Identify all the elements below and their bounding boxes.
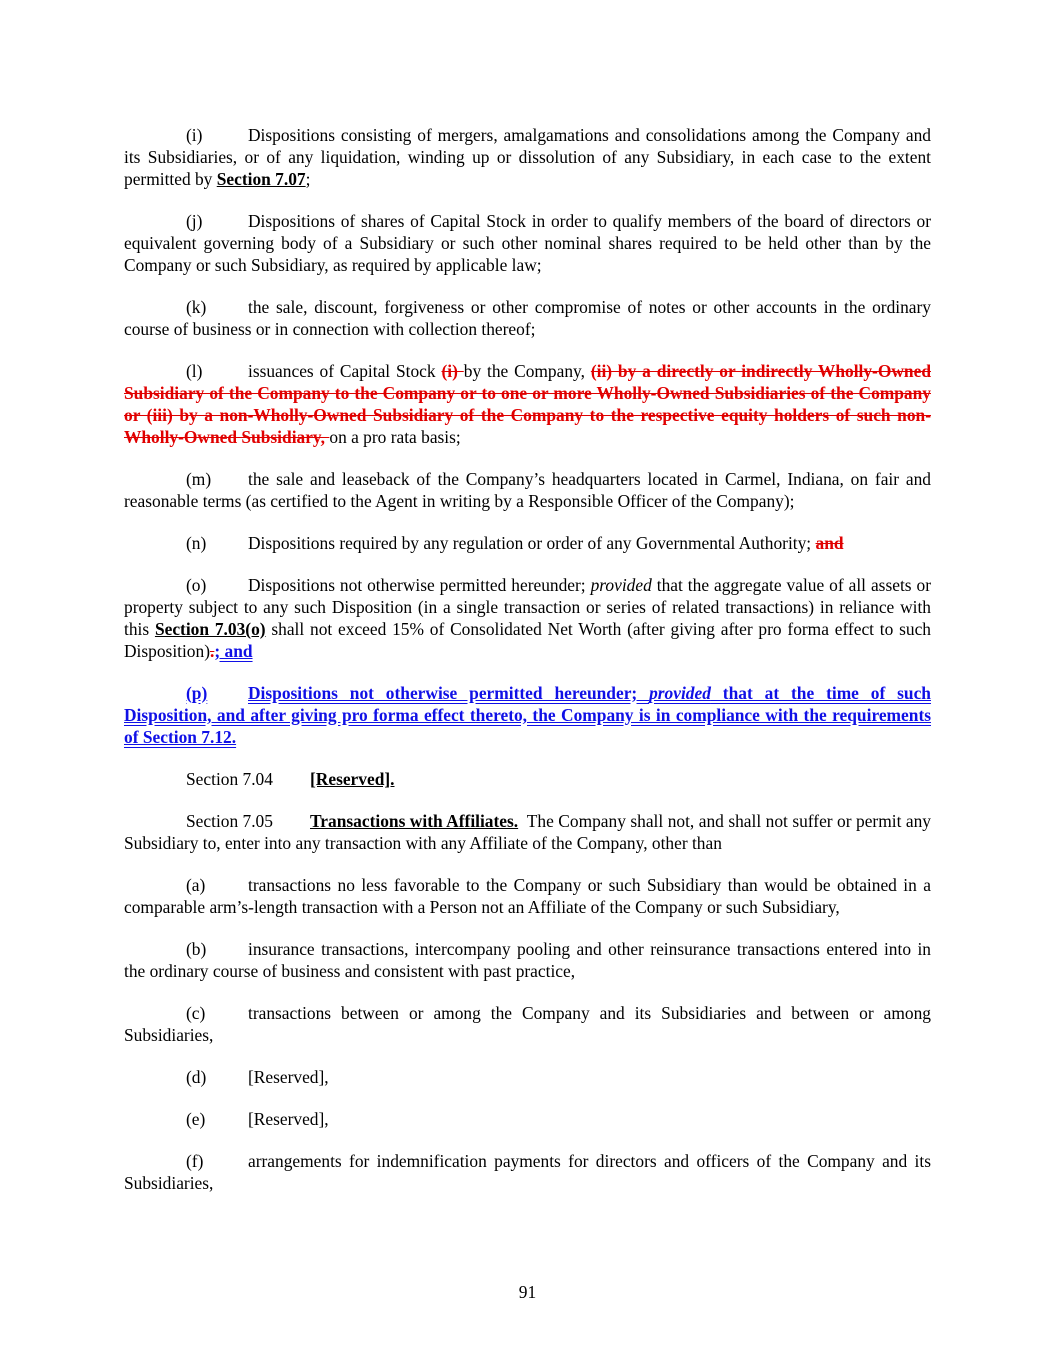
paragraph-label: (c) [186,1003,206,1023]
paragraph-text: Dispositions consisting of mergers, amalgamations and consolidations among the Company and its Subsidiaries, or of any liquidation, winding up or dissolution of any Subsidiary, in each case to the extent permitted by [124,125,931,189]
paragraph-f [124,1150,931,1194]
deleted-text: (ii) by a directly or indirectly Wholly-Owned Subsidiary of the Company to the Company or to one or more Wholly-Owned Subsidiaries of the Company or (iii) by a non-Wholly-Owned Subsidiary of the Company to the respective equity holders of such non-Wholly-Owned Subsidiary, [124,361,931,447]
paragraph-label: (d) [186,1067,207,1087]
paragraph-text: [Reserved], [248,1067,329,1087]
paragraph-label: (n) [186,533,207,553]
paragraph-text: issuances of Capital Stock [248,361,442,381]
paragraph-text: the sale, discount, forgiveness or other compromise of notes or other accounts in the ordinary course of business or in connection with collection thereof; [124,297,931,339]
paragraph-d [124,1066,931,1088]
inserted-text: ; and [214,641,253,661]
paragraph-m [124,468,931,512]
paragraph-label: (p) [186,683,208,703]
paragraph-text: insurance transactions, intercompany pooling and other reinsurance transactions entered into in the ordinary course of business and consistent with past practice, [124,939,931,981]
section-number: Section 7.04 [186,769,273,789]
deleted-text: (i) [441,361,464,381]
deleted-text: . [210,641,215,661]
paragraph-n [124,532,931,554]
paragraph-i [124,124,931,190]
section-7-04 [124,768,931,790]
emphasis-provided: provided [649,683,711,703]
section-heading: [Reserved]. [310,769,395,789]
paragraph-label: (e) [186,1109,206,1129]
paragraph-text: by the Company, [463,361,591,381]
paragraph-label: (l) [186,361,203,381]
paragraph-text: arrangements for indemnification payments for directors and officers of the Company and its Subsidiaries, [124,1151,931,1193]
page-number: 91 [518,1282,537,1302]
section-7-05 [124,810,936,854]
paragraph-text: shall not exceed 15% of Consolidated Net Worth (after giving after pro forma effect to such Disposition) [124,619,931,661]
paragraph-text: Dispositions not otherwise permitted hereunder; [248,575,591,595]
deleted-text: and [815,533,844,553]
paragraph-label: (a) [186,875,206,895]
emphasis-provided: provided [590,575,652,595]
paragraph-j [124,210,931,276]
paragraph-text: Dispositions required by any regulation or order of any Governmental Authority; [248,533,816,553]
section-reference: Section 7.07 [216,169,306,189]
paragraph-label: (o) [186,575,207,595]
inserted-text: that at the time of such Disposition, and after giving pro forma effect thereto, the Company is in compliance with the requirements of Section 7.12. [124,683,931,747]
section-reference: Section 7.03(o) [154,619,266,639]
paragraph-k [124,296,931,340]
paragraph-text: that the aggregate value of all assets or property subject to any such Disposition (in a single transaction or series of related transactions) in reliance with this [124,575,931,639]
paragraph-c [124,1002,931,1046]
paragraph-label: (k) [186,297,207,317]
paragraph-text: transactions no less favorable to the Company or such Subsidiary than would be obtained in a comparable arm’s-length transaction with a Person not an Affiliate of the Company or such Subsidiary, [124,875,931,917]
paragraph-a [124,874,931,918]
paragraph-label: (j) [186,211,203,231]
paragraph-text: the sale and leaseback of the Company’s headquarters located in Carmel, Indiana, on fair and reasonable terms (as certified to the Agent in writing by a Responsible Officer of the Company); [124,469,931,511]
document-body [124,124,936,1194]
inserted-text: Dispositions not otherwise permitted hereunder; [248,683,650,703]
paragraph-label: (i) [186,125,203,145]
paragraph-text: transactions between or among the Company and its Subsidiaries and between or among Subsidiaries, [124,1003,931,1045]
paragraph-b [124,938,931,982]
paragraph-label: (f) [186,1151,204,1171]
section-heading: Transactions with Affiliates. [310,811,519,831]
section-number: Section 7.05 [186,811,273,831]
paragraph-label: (m) [186,469,212,489]
paragraph-e [124,1108,931,1130]
paragraph-text: ; [305,169,311,189]
paragraph-text: [Reserved], [248,1109,329,1129]
paragraph-text: on a pro rata basis; [329,427,461,447]
paragraph-o [124,574,931,662]
paragraph-l [124,360,931,448]
paragraph-label: (b) [186,939,207,959]
paragraph-p-inserted [124,682,931,748]
paragraph-text: Dispositions of shares of Capital Stock in order to qualify members of the board of directors or equivalent governing body of a Subsidiary or such other nominal shares required to be held other than by the Company or such Subsidiary, as required by applicable law; [124,211,931,275]
paragraph-text: The Company shall not, and shall not suffer or permit any Subsidiary to, enter into any transaction with any Affiliate of the Company, other than [124,811,936,853]
